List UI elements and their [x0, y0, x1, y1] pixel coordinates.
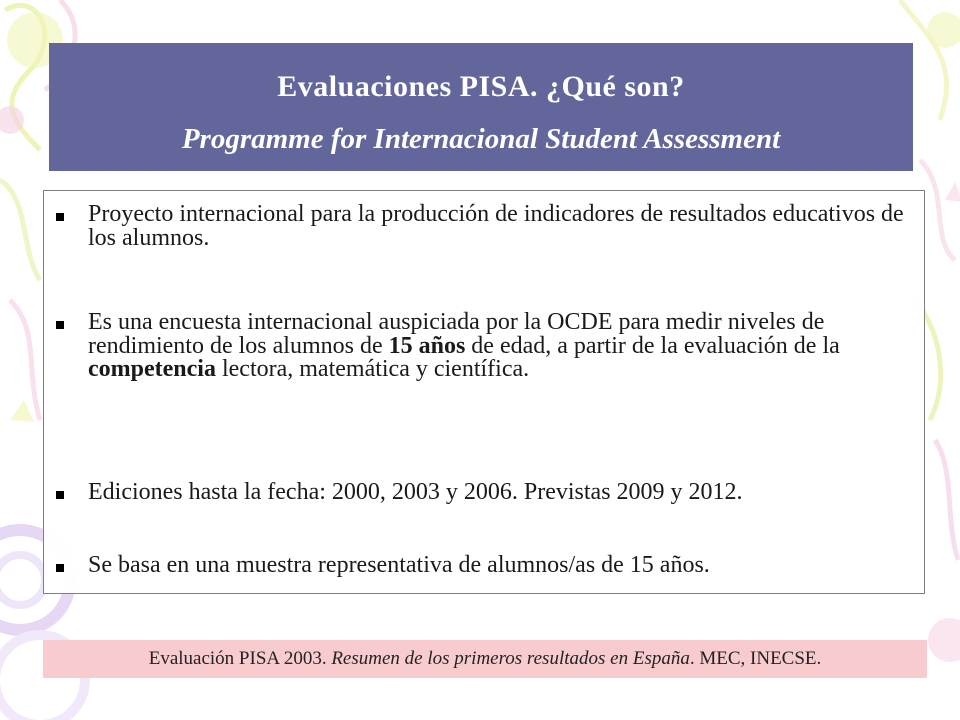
source-citation: [43, 640, 927, 678]
square-bullet-icon: [56, 321, 64, 329]
page-title: Evaluaciones PISA. ¿Qué son?: [277, 70, 685, 103]
content-box: [43, 190, 925, 594]
page-subtitle: Programme for Internacional Student Assessment: [181, 123, 781, 155]
square-bullet-icon: [56, 213, 64, 221]
citation-source: Evaluación PISA 2003.: [148, 648, 332, 669]
bullet-text: Proyecto internacional para la producción de indicadores de resultados educativos de los alumnos.: [88, 201, 904, 251]
bullet-text-segment: de edad, a partir de la evaluación de la: [465, 332, 840, 359]
bullet-text: Se basa en una muestra representativa de alumnos/as de 15 años.: [88, 552, 710, 578]
bullet-text: Ediciones hasta la fecha: 2000, 2003 y 2006. Previstas 2009 y 2012.: [88, 479, 743, 505]
bullet-text: [88, 311, 918, 382]
citation-title: Resumen de los primeros resultados en España: [331, 648, 690, 669]
bullet-text-bold: competencia: [88, 356, 216, 382]
title-banner: [49, 43, 913, 171]
bullet-text-bold: 15 años: [388, 332, 466, 359]
bullet-text-segment: Es una encuesta internacional auspiciada por la OCDE para medir niveles de rendimiento de los alumnos de: [88, 309, 825, 359]
bullet-text-segment: lectora, matemática y científica.: [215, 356, 530, 382]
square-bullet-icon: [56, 564, 64, 572]
square-bullet-icon: [56, 491, 64, 499]
citation-publisher: . MEC, INECSE.: [689, 648, 822, 669]
